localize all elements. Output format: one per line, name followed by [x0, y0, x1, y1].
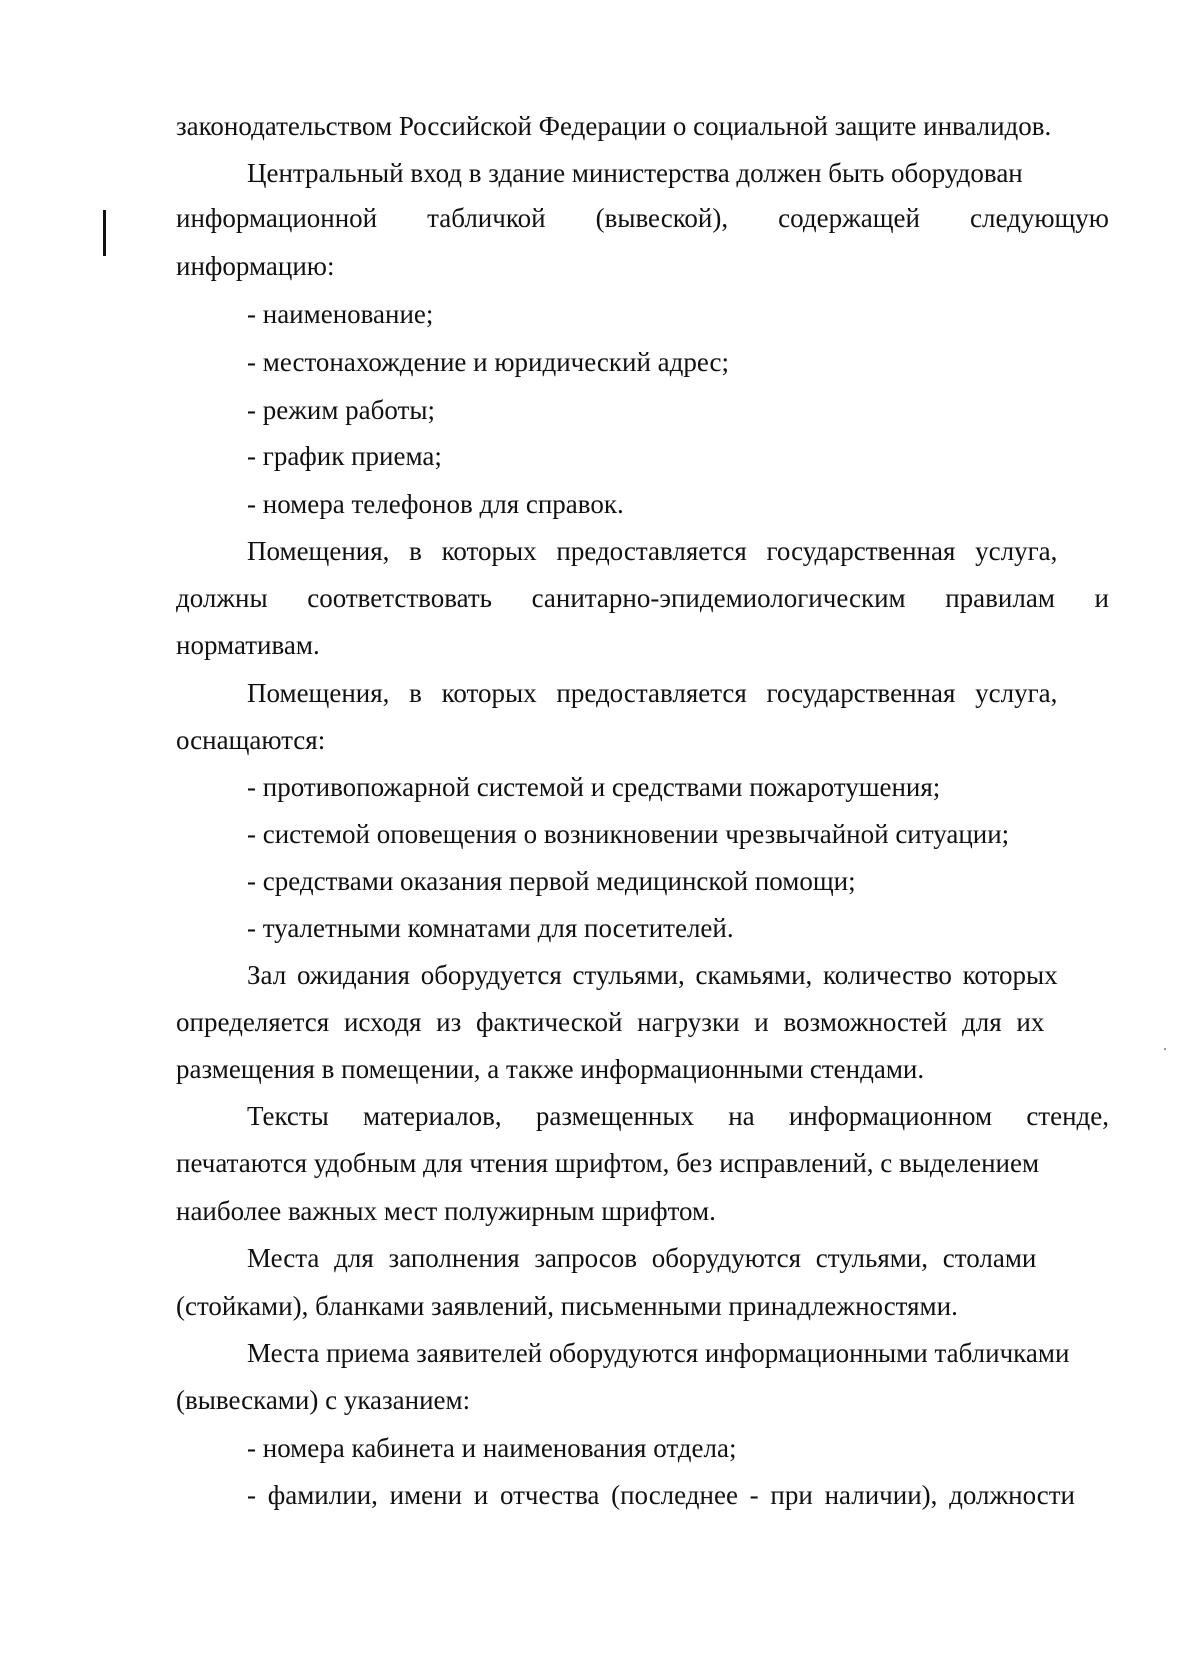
text-line-13: Помещения, в которых предоставляется государственная услуга, — [247, 678, 1058, 708]
word: информационной — [176, 203, 378, 233]
list-item: - фамилии, имени и отчества (последнее - при наличии), должности — [247, 1480, 1075, 1510]
text-line-25: Места для заполнения запросов оборудуются стульями, столами — [247, 1243, 1037, 1273]
list-item: - местонахождение и юридический адрес; — [247, 347, 730, 377]
list-item: - режим работы; — [247, 395, 435, 425]
text-line-11 — [176, 582, 1109, 614]
word: (вывеской), — [595, 203, 729, 233]
list-item: - наименование; — [247, 299, 434, 329]
list-item: - туалетными комнатами для посетителей. — [247, 913, 734, 943]
word: соответствовать — [307, 583, 492, 613]
text-line-3 — [176, 202, 1109, 234]
margin-change-bar — [103, 210, 106, 256]
word: табличкой — [427, 203, 546, 233]
text-line-27: Места приема заявителей оборудуются информационными табличками — [247, 1338, 1070, 1368]
text-line-19: Зал ожидания оборудуется стульями, скамьями, количество которых — [247, 960, 1058, 990]
list-item: - противопожарной системой и средствами пожаротушения; — [247, 772, 941, 802]
text-line-21: размещения в помещении, а также информационными стендами. — [176, 1054, 925, 1084]
text-line-12: нормативам. — [176, 630, 320, 660]
text-line-26: (стойками), бланками заявлений, письменными принадлежностями. — [176, 1291, 958, 1321]
list-item: - график приема; — [247, 441, 442, 471]
word: Тексты — [247, 1101, 329, 1131]
text-line-1: законодательством Российской Федерации о социальной защите инвалидов. — [176, 111, 1052, 141]
word: следующую — [970, 203, 1109, 233]
word: и — [1094, 583, 1109, 613]
text-line-23: печатаются удобным для чтения шрифтом, без исправлений, с выделением — [176, 1148, 1040, 1178]
text-line-14: оснащаются: — [176, 725, 326, 755]
text-line-28: (вывесками) с указанием: — [176, 1385, 471, 1415]
text-line-4: информацию: — [176, 251, 335, 281]
word: содержащей — [778, 203, 920, 233]
scan-speck — [1164, 1048, 1166, 1050]
list-item: - номера телефонов для справок. — [247, 489, 624, 519]
word: санитарно-эпидемиологическим — [531, 583, 906, 613]
word: материалов, — [363, 1101, 502, 1131]
text-line-20: определяется исходя из фактической нагрузки и возможностей для их — [176, 1007, 1045, 1037]
word: должны — [176, 583, 268, 613]
word: на — [728, 1101, 755, 1131]
word: размещенных — [535, 1101, 695, 1131]
list-item: - номера кабинета и наименования отдела; — [247, 1433, 737, 1463]
word: информационном — [788, 1101, 993, 1131]
word: стенде, — [1026, 1101, 1109, 1131]
list-item: - средствами оказания первой медицинской помощи; — [247, 866, 856, 896]
text-line-10: Помещения, в которых предоставляется государственная услуга, — [247, 536, 1058, 566]
text-line-24: наиболее важных мест полужирным шрифтом. — [176, 1196, 716, 1226]
text-line-22 — [247, 1100, 1109, 1132]
word: правилам — [945, 583, 1055, 613]
text-line-2: Центральный вход в здание министерства должен быть оборудован — [247, 158, 1023, 188]
list-item: - системой оповещения о возникновении чрезвычайной ситуации; — [247, 819, 1010, 849]
